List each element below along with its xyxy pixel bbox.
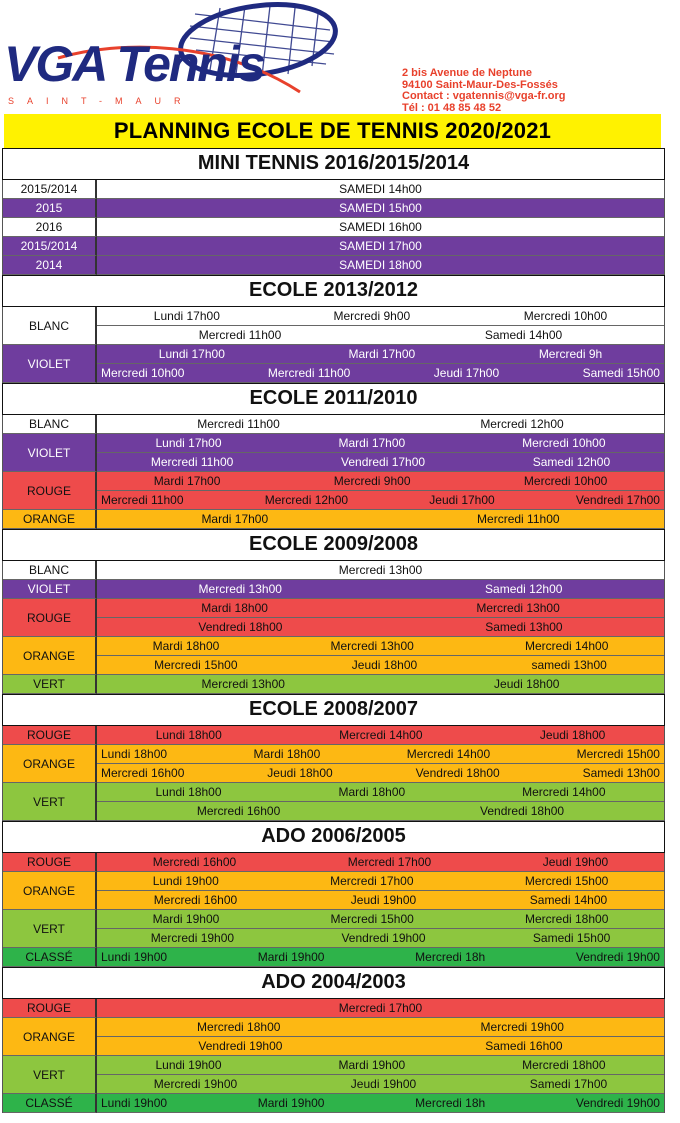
time-slot: Mardi 18h00 bbox=[253, 747, 321, 761]
section-heading: ECOLE 2009/2008 bbox=[2, 529, 665, 561]
group-row bbox=[2, 599, 665, 637]
time-slot: Mercredi 17h00 bbox=[347, 855, 432, 869]
time-slot: Samedi 12h00 bbox=[485, 582, 563, 596]
group-label: ROUGE bbox=[3, 599, 97, 637]
time-slot: Mercredi 16h00 bbox=[153, 893, 238, 907]
schedule-line bbox=[97, 872, 664, 891]
group-row bbox=[2, 675, 665, 694]
group-row bbox=[2, 237, 665, 256]
schedule-line bbox=[97, 199, 664, 218]
time-slot: Lundi 19h00 bbox=[155, 1058, 222, 1072]
group-row bbox=[2, 745, 665, 783]
time-slot: Samedi 12h00 bbox=[532, 455, 611, 469]
time-slot: Vendredi 18h00 bbox=[415, 766, 500, 780]
schedule-line bbox=[97, 948, 664, 967]
section-heading: ADO 2004/2003 bbox=[2, 967, 665, 999]
time-slot: Mercredi 10h00 bbox=[522, 436, 606, 450]
time-slot: Jeudi 18h00 bbox=[267, 766, 333, 780]
schedule-line bbox=[97, 853, 664, 872]
time-slot: Jeudi 18h00 bbox=[539, 728, 606, 742]
schedule-line bbox=[97, 256, 664, 275]
time-slot: Samedi 15h00 bbox=[582, 366, 660, 380]
time-slot: Mercredi 10h00 bbox=[523, 474, 608, 488]
logo-subtitle: SAINT-MAUR bbox=[8, 96, 194, 106]
section-heading: ECOLE 2013/2012 bbox=[2, 275, 665, 307]
schedule-table bbox=[2, 148, 665, 1113]
time-slot: Jeudi 17h00 bbox=[433, 366, 500, 380]
group-label: VERT bbox=[3, 1056, 97, 1094]
contact-block bbox=[402, 68, 672, 114]
time-slot: Samedi 16h00 bbox=[485, 1039, 563, 1053]
time-slot: Mercredi 11h00 bbox=[101, 493, 184, 507]
time-slot: Vendredi 19h00 bbox=[341, 931, 426, 945]
time-slot: Jeudi 17h00 bbox=[429, 493, 495, 507]
time-slot: Samedi 13h00 bbox=[485, 620, 563, 634]
time-slot: Mardi 18h00 bbox=[152, 639, 220, 653]
schedule-line bbox=[97, 326, 664, 345]
group-row bbox=[2, 415, 665, 434]
schedule-line bbox=[97, 929, 664, 948]
group-row bbox=[2, 726, 665, 745]
time-slot: Mercredi 16h00 bbox=[196, 804, 281, 818]
schedule-line bbox=[97, 364, 664, 383]
time-slot: Mercredi 11h00 bbox=[198, 328, 282, 342]
schedule-line bbox=[97, 491, 664, 510]
schedule-line bbox=[97, 783, 664, 802]
time-slot: Vendredi 17h00 bbox=[341, 455, 426, 469]
group-row bbox=[2, 256, 665, 275]
section-heading: ECOLE 2011/2010 bbox=[2, 383, 665, 415]
time-slot: Jeudi 18h00 bbox=[351, 658, 418, 672]
schedule-line bbox=[97, 415, 664, 434]
time-slot: Mercredi 17h00 bbox=[338, 1001, 423, 1015]
group-label: 2015 bbox=[3, 199, 97, 218]
group-label: VERT bbox=[3, 675, 97, 694]
group-label: BLANC bbox=[3, 561, 97, 580]
schedule-line bbox=[97, 561, 664, 580]
time-slot: Samedi 13h00 bbox=[582, 766, 660, 780]
time-slot: Mercredi 14h00 bbox=[339, 728, 423, 742]
group-row bbox=[2, 345, 665, 383]
time-slot: Mardi 19h00 bbox=[257, 1096, 325, 1110]
schedule-line bbox=[97, 1037, 664, 1056]
time-slot: Mercredi 18h00 bbox=[522, 1058, 606, 1072]
time-slot: Mardi 19h00 bbox=[338, 1058, 406, 1072]
time-slot: Mardi 19h00 bbox=[152, 912, 220, 926]
schedule-line bbox=[97, 180, 664, 199]
time-slot: Mercredi 13h00 bbox=[338, 563, 423, 577]
schedule-line bbox=[97, 510, 664, 529]
time-slot: Mercredi 14h00 bbox=[525, 639, 609, 653]
phone-number: Tél : 01 48 85 48 52 bbox=[402, 101, 502, 114]
time-slot: Mardi 19h00 bbox=[257, 950, 325, 964]
schedule-line bbox=[97, 910, 664, 929]
time-slot: SAMEDI 17h00 bbox=[339, 239, 422, 253]
time-slot: Samedi 14h00 bbox=[484, 328, 563, 342]
group-label: VERT bbox=[3, 910, 97, 948]
group-row bbox=[2, 637, 665, 675]
time-slot: Lundi 18h00 bbox=[155, 785, 222, 799]
schedule-line bbox=[97, 472, 664, 491]
group-label: ORANGE bbox=[3, 637, 97, 675]
time-slot: Mardi 18h00 bbox=[201, 601, 268, 615]
group-label: VIOLET bbox=[3, 580, 97, 599]
time-slot: Mercredi 11h00 bbox=[150, 455, 234, 469]
group-row bbox=[2, 180, 665, 199]
schedule-line bbox=[97, 802, 664, 821]
time-slot: Jeudi 19h00 bbox=[542, 855, 609, 869]
schedule-line bbox=[97, 237, 664, 256]
schedule-line bbox=[97, 656, 664, 675]
group-label: 2016 bbox=[3, 218, 97, 237]
schedule-line bbox=[97, 637, 664, 656]
schedule-line bbox=[97, 764, 664, 783]
time-slot: Mercredi 19h00 bbox=[150, 931, 235, 945]
group-row bbox=[2, 872, 665, 910]
time-slot: SAMEDI 18h00 bbox=[339, 258, 422, 272]
time-slot: Mercredi 11h00 bbox=[197, 417, 280, 431]
time-slot: SAMEDI 15h00 bbox=[339, 201, 422, 215]
time-slot: Mercredi 19h00 bbox=[153, 1077, 238, 1091]
group-row bbox=[2, 472, 665, 510]
address-line-2: 94100 Saint-Maur-Des-Fossés bbox=[402, 78, 558, 91]
time-slot: SAMEDI 14h00 bbox=[339, 182, 422, 196]
time-slot: Mercredi 12h00 bbox=[480, 417, 564, 431]
time-slot: Vendredi 19h00 bbox=[575, 1096, 660, 1110]
group-row bbox=[2, 580, 665, 599]
group-row bbox=[2, 1056, 665, 1094]
time-slot: Vendredi 18h00 bbox=[198, 620, 283, 634]
schedule-line bbox=[97, 891, 664, 910]
time-slot: Mercredi 9h00 bbox=[333, 474, 411, 488]
group-row bbox=[2, 948, 665, 967]
time-slot: Lundi 19h00 bbox=[101, 1096, 168, 1110]
schedule-line bbox=[97, 675, 664, 694]
section-heading: MINI TENNIS 2016/2015/2014 bbox=[2, 148, 665, 180]
time-slot: Vendredi 19h00 bbox=[198, 1039, 283, 1053]
schedule-line bbox=[97, 745, 664, 764]
group-label: 2015/2014 bbox=[3, 237, 97, 256]
time-slot: Samedi 15h00 bbox=[532, 931, 611, 945]
group-row bbox=[2, 1018, 665, 1056]
page-title: PLANNING ECOLE DE TENNIS 2020/2021 bbox=[4, 114, 661, 148]
group-row bbox=[2, 199, 665, 218]
schedule-line bbox=[97, 726, 664, 745]
group-label: ROUGE bbox=[3, 853, 97, 872]
time-slot: Mercredi 15h00 bbox=[154, 658, 238, 672]
logo-text: VGA Tennis bbox=[4, 36, 264, 92]
group-label: ORANGE bbox=[3, 1018, 97, 1056]
time-slot: Mercredi 11h00 bbox=[477, 512, 560, 526]
group-row bbox=[2, 910, 665, 948]
time-slot: Mercredi 15h00 bbox=[576, 747, 660, 761]
group-label: ORANGE bbox=[3, 510, 97, 529]
group-label: CLASSÉ bbox=[3, 1094, 97, 1113]
time-slot: Mercredi 19h00 bbox=[480, 1020, 564, 1034]
time-slot: Mardi 17h00 bbox=[348, 347, 416, 361]
time-slot: Mercredi 16h00 bbox=[152, 855, 237, 869]
time-slot: Vendredi 19h00 bbox=[575, 950, 660, 964]
time-slot: Mercredi 13h00 bbox=[198, 582, 282, 596]
schedule-line bbox=[97, 345, 664, 364]
schedule-line bbox=[97, 580, 664, 599]
group-row bbox=[2, 434, 665, 472]
group-row bbox=[2, 999, 665, 1018]
time-slot: Lundi 18h00 bbox=[155, 728, 222, 742]
time-slot: Mardi 18h00 bbox=[338, 785, 406, 799]
time-slot: Mercredi 17h00 bbox=[330, 874, 414, 888]
time-slot: Mercredi 9h00 bbox=[333, 309, 411, 323]
time-slot: Lundi 17h00 bbox=[158, 347, 225, 361]
time-slot: Mardi 17h00 bbox=[338, 436, 406, 450]
group-label: ORANGE bbox=[3, 872, 97, 910]
schedule-line bbox=[97, 307, 664, 326]
group-row bbox=[2, 510, 665, 529]
group-label: VERT bbox=[3, 783, 97, 821]
time-slot: Mercredi 12h00 bbox=[264, 493, 349, 507]
group-label: 2015/2014 bbox=[3, 180, 97, 199]
group-row bbox=[2, 561, 665, 580]
time-slot: Mercredi 18h bbox=[415, 950, 486, 964]
group-label: CLASSÉ bbox=[3, 948, 97, 967]
time-slot: Lundi 19h00 bbox=[152, 874, 219, 888]
time-slot: Mercredi 13h00 bbox=[330, 639, 414, 653]
time-slot: Lundi 19h00 bbox=[101, 950, 168, 964]
schedule-line bbox=[97, 218, 664, 237]
time-slot: Vendredi 17h00 bbox=[575, 493, 660, 507]
schedule-line bbox=[97, 1075, 664, 1094]
time-slot: Jeudi 18h00 bbox=[494, 677, 560, 691]
schedule-line bbox=[97, 434, 664, 453]
time-slot: Mercredi 18h00 bbox=[197, 1020, 281, 1034]
time-slot: samedi 13h00 bbox=[531, 658, 607, 672]
group-label: ORANGE bbox=[3, 745, 97, 783]
time-slot: Mercredi 10h00 bbox=[523, 309, 608, 323]
group-label: ROUGE bbox=[3, 999, 97, 1018]
schedule-line bbox=[97, 1056, 664, 1075]
time-slot: Mercredi 9h bbox=[538, 347, 603, 361]
group-row bbox=[2, 307, 665, 345]
schedule-line bbox=[97, 618, 664, 637]
time-slot: Mercredi 18h00 bbox=[525, 912, 609, 926]
time-slot: Samedi 14h00 bbox=[529, 893, 608, 907]
time-slot: Vendredi 18h00 bbox=[480, 804, 565, 818]
group-label: ROUGE bbox=[3, 472, 97, 510]
time-slot: Samedi 17h00 bbox=[529, 1077, 608, 1091]
time-slot: Mercredi 15h00 bbox=[524, 874, 609, 888]
group-row bbox=[2, 1094, 665, 1113]
time-slot: Mercredi 14h00 bbox=[406, 747, 491, 761]
schedule-line bbox=[97, 599, 664, 618]
time-slot: Lundi 17h00 bbox=[155, 436, 222, 450]
time-slot: Lundi 18h00 bbox=[101, 747, 168, 761]
section-heading: ECOLE 2008/2007 bbox=[2, 694, 665, 726]
schedule-line bbox=[97, 453, 664, 472]
time-slot: Mercredi 10h00 bbox=[101, 366, 185, 380]
time-slot: Mardi 17h00 bbox=[201, 512, 269, 526]
schedule-line bbox=[97, 1018, 664, 1037]
time-slot: Mercredi 18h bbox=[415, 1096, 486, 1110]
vga-tennis-logo bbox=[0, 0, 360, 112]
group-label: BLANC bbox=[3, 307, 97, 345]
address-line-1: 2 bis Avenue de Neptune bbox=[402, 67, 532, 79]
group-label: VIOLET bbox=[3, 434, 97, 472]
group-label: VIOLET bbox=[3, 345, 97, 383]
group-row bbox=[2, 783, 665, 821]
time-slot: Mardi 17h00 bbox=[153, 474, 221, 488]
schedule-line bbox=[97, 1094, 664, 1113]
time-slot: Jeudi 19h00 bbox=[350, 893, 417, 907]
time-slot: Mercredi 14h00 bbox=[522, 785, 606, 799]
time-slot: Mercredi 16h00 bbox=[101, 766, 185, 780]
time-slot: Jeudi 19h00 bbox=[350, 1077, 417, 1091]
group-row bbox=[2, 218, 665, 237]
schedule-line bbox=[97, 999, 664, 1018]
time-slot: Mercredi 11h00 bbox=[267, 366, 351, 380]
time-slot: Mercredi 13h00 bbox=[476, 601, 560, 615]
time-slot: Mercredi 15h00 bbox=[330, 912, 414, 926]
contact-email: Contact : vgatennis@vga-fr.org bbox=[402, 90, 566, 102]
group-row bbox=[2, 853, 665, 872]
group-label: BLANC bbox=[3, 415, 97, 434]
group-label: 2014 bbox=[3, 256, 97, 275]
time-slot: SAMEDI 16h00 bbox=[339, 220, 422, 234]
time-slot: Mercredi 13h00 bbox=[201, 677, 285, 691]
section-heading: ADO 2006/2005 bbox=[2, 821, 665, 853]
time-slot: Lundi 17h00 bbox=[153, 309, 220, 323]
group-label: ROUGE bbox=[3, 726, 97, 745]
